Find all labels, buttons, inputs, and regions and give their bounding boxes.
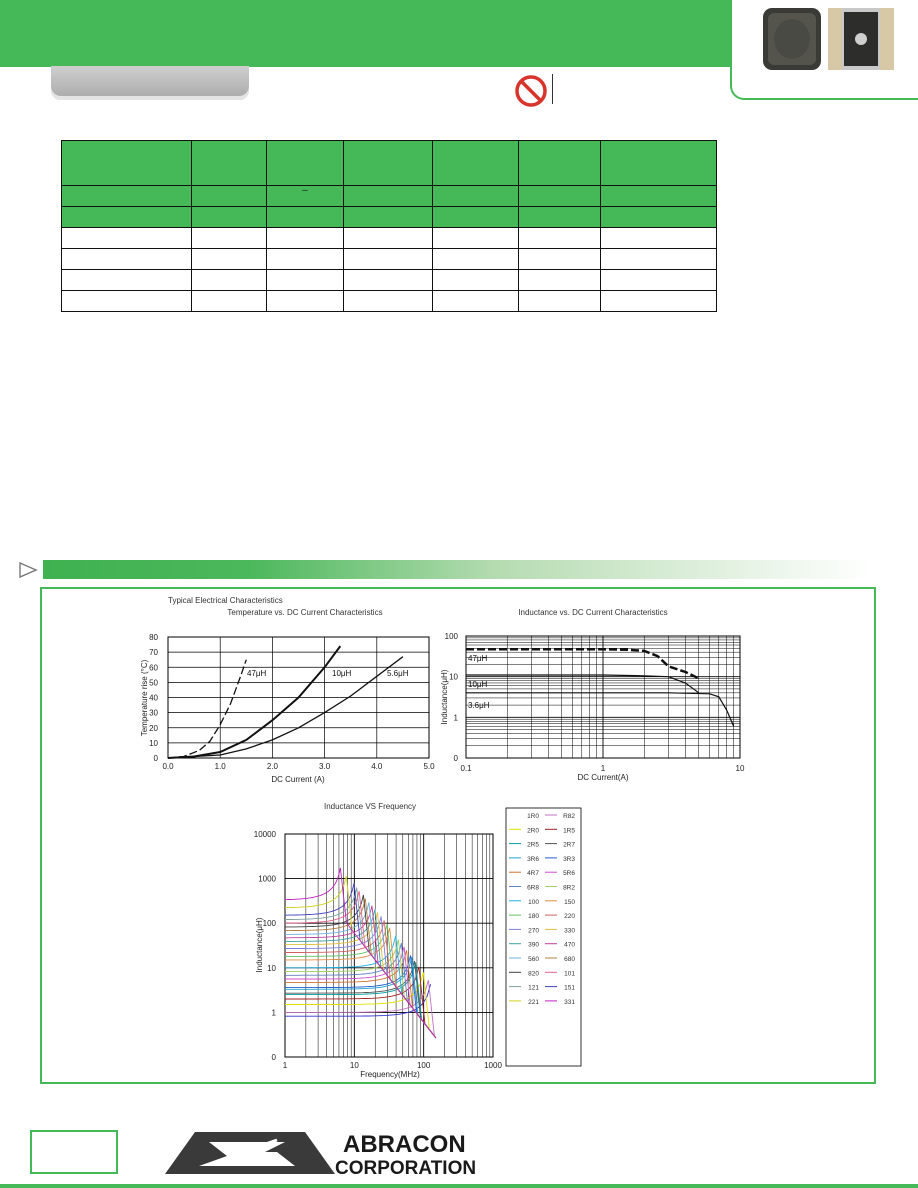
x-tick-label: 10	[735, 764, 745, 773]
series-label: 47μH	[468, 654, 488, 663]
x-axis-label: Frequency(MHz)	[360, 1070, 420, 1079]
series-label: 47μH	[247, 669, 267, 678]
y-tick-label: 80	[149, 633, 158, 642]
x-tick-label: 3.0	[319, 762, 331, 771]
series-line	[285, 957, 436, 1038]
legend-label: 2R5	[527, 841, 539, 849]
legend-label: 330	[564, 927, 575, 935]
legend-label: 6R8	[527, 884, 539, 892]
y-tick-label: 20	[149, 723, 158, 733]
series-line	[466, 649, 699, 678]
chart-title: Temperature vs. DC Current Characteristics	[227, 608, 383, 617]
legend-label: 390	[528, 941, 539, 949]
x-tick-label: 1.0	[214, 762, 226, 771]
series-label: 10μH	[332, 669, 352, 678]
legend-label: 180	[528, 913, 539, 921]
inductance-current-chart	[440, 608, 745, 782]
legend-label: 270	[528, 927, 539, 935]
series-line	[168, 660, 246, 758]
series-line	[285, 888, 436, 1039]
y-axis-label: Inductance(μH)	[440, 669, 449, 725]
y-tick-label: 0	[271, 1053, 276, 1062]
series-label: 3.6μH	[468, 701, 490, 710]
chart-title: Inductance VS Frequency	[323, 802, 417, 811]
y-axis-label: Inductance(μH)	[255, 917, 264, 973]
series-line	[466, 675, 699, 693]
x-axis-label: DC Current (A)	[271, 775, 325, 784]
chart-title: Inductance vs. DC Current Characteristics	[518, 608, 668, 617]
y-axis-label: Temperature rise (°C)	[140, 659, 149, 737]
x-tick-label: 0.1	[460, 764, 472, 773]
y-tick-label: 0	[153, 754, 158, 763]
y-tick-label: 50	[149, 678, 158, 688]
y-tick-label: 10	[149, 738, 158, 748]
y-tick-label: 40	[149, 693, 158, 703]
x-tick-label: 0.0	[162, 762, 174, 771]
y-tick-label: 10	[267, 963, 276, 973]
y-tick-label: 30	[149, 708, 158, 718]
legend-label: 8R2	[563, 884, 575, 892]
y-tick-label: 0	[453, 754, 458, 763]
x-tick-label: 1	[282, 1061, 288, 1070]
legend-label: 470	[564, 941, 575, 949]
legend-label: R82	[563, 813, 575, 820]
series-line	[168, 646, 340, 758]
y-tick-label: 100	[444, 632, 458, 641]
y-tick-label: 1	[271, 1008, 276, 1018]
y-tick-label: 1	[453, 713, 458, 723]
x-tick-label: 100	[416, 1061, 431, 1070]
y-tick-label: 1000	[258, 874, 276, 884]
x-tick-label: 5.0	[423, 762, 435, 771]
legend-label: 100	[528, 898, 539, 906]
series-label: 5.6μH	[387, 669, 409, 678]
frequency-chart-legend	[506, 808, 581, 1066]
page-number-box	[30, 1130, 118, 1174]
temperature-chart	[140, 608, 435, 784]
legend-label: 151	[564, 984, 575, 992]
x-tick-label: 4.0	[371, 762, 383, 771]
legend-label: 150	[564, 898, 575, 906]
inductance-frequency-chart	[254, 802, 503, 1079]
legend-label: 101	[564, 970, 575, 978]
legend-label: 560	[528, 956, 539, 963]
footer-band	[0, 1184, 918, 1188]
abracon-logo	[165, 1130, 485, 1178]
x-tick-label: 10	[349, 1061, 359, 1070]
y-tick-label: 60	[149, 663, 158, 673]
logo-text-top: ABRACON	[343, 1131, 466, 1158]
legend-label: 680	[564, 956, 575, 963]
charts-title: Typical Electrical Characteristics	[168, 596, 283, 605]
x-tick-label: 2.0	[266, 762, 278, 771]
x-tick-label: 1000	[484, 1061, 502, 1070]
x-tick-label: 1	[600, 764, 606, 773]
x-axis-label: DC Current(A)	[577, 773, 629, 782]
legend-label: 220	[564, 913, 575, 921]
series-label: 10μH	[468, 680, 488, 689]
legend-label: 221	[528, 998, 539, 1006]
legend-label: 820	[528, 970, 539, 978]
y-tick-label: 10	[449, 672, 458, 682]
legend-label: 5R6	[563, 870, 575, 878]
legend-label: 2R0	[527, 827, 539, 835]
legend-label: 1R5	[563, 827, 575, 835]
legend-label: 4R7	[527, 870, 539, 878]
y-tick-label: 100	[262, 919, 276, 929]
table-mark: –	[302, 185, 308, 196]
logo-text-bottom: CORPORATION	[335, 1158, 477, 1178]
legend-label: 2R7	[563, 841, 575, 849]
legend-label: 1R0	[527, 813, 539, 820]
y-tick-label: 10000	[253, 830, 276, 839]
legend-label: 3R6	[527, 855, 539, 863]
y-tick-label: 70	[149, 648, 158, 658]
legend-label: 3R3	[563, 855, 575, 863]
legend-label: 331	[564, 998, 575, 1006]
legend-label: 121	[528, 984, 539, 992]
